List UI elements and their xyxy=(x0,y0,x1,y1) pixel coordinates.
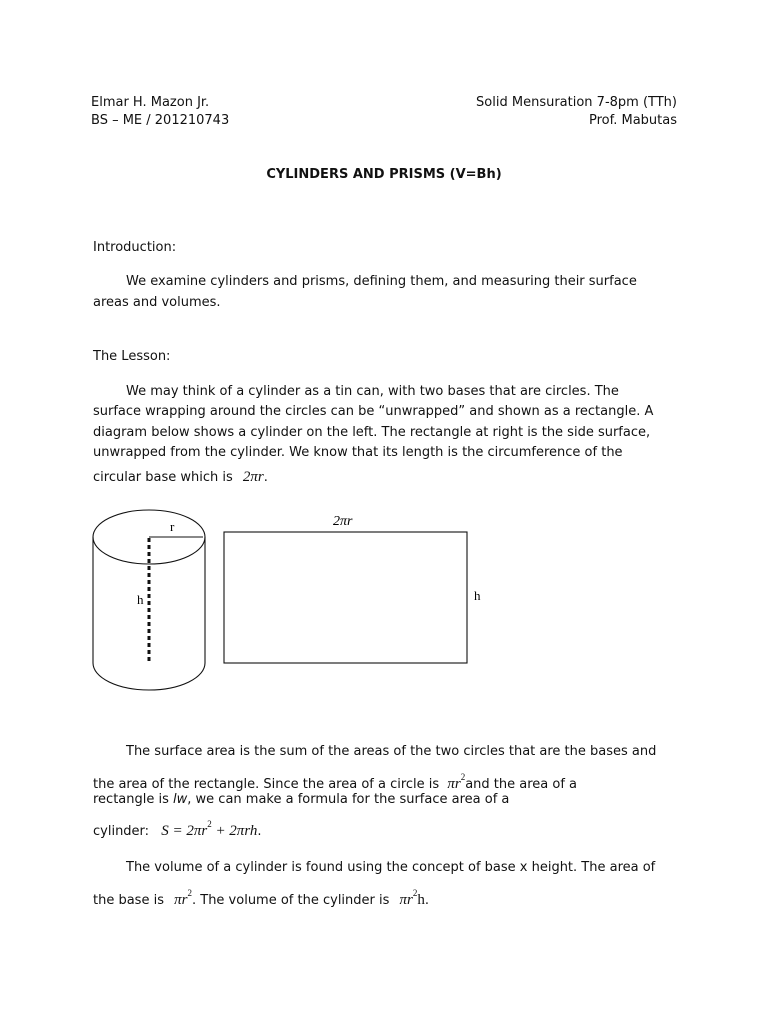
volume-line-2 xyxy=(93,887,429,909)
surface-area-line-3 xyxy=(93,792,509,808)
lesson-line: We may think of a cylinder as a tin can, with two bases that are circles. The xyxy=(126,384,619,399)
surface-area-text: the area of the rectangle. Since the area of a circle is xyxy=(93,777,440,792)
surface-area-text: rectangle is xyxy=(93,792,174,807)
surface-area-line-4 xyxy=(93,818,262,840)
surface-area-text: , we can make a formula for the surface area of a xyxy=(187,792,510,807)
lesson-line-period: . xyxy=(263,470,268,485)
volume-text: the base is xyxy=(93,893,164,908)
volume-line: The volume of a cylinder is found using the concept of base x height. The area of xyxy=(126,860,656,875)
base-area-formula: $\pi r^2$ xyxy=(174,888,192,908)
introduction-line: areas and volumes. xyxy=(93,295,221,310)
surface-area-line-2 xyxy=(93,771,577,793)
lesson-line: surface wrapping around the circles can be “unwrapped” and shown as a rectangle. A xyxy=(93,404,654,419)
unwrapped-rectangle xyxy=(224,532,467,663)
student-id: BS – ME / 201210743 xyxy=(91,113,230,128)
course-info: Solid Mensuration 7-8pm (TTh) xyxy=(476,95,677,110)
rectangle-width-label: 2πr xyxy=(333,514,353,529)
rectangle-height-label: h xyxy=(474,588,481,603)
circumference-formula: 2πr xyxy=(242,469,264,485)
document-title: CYLINDERS AND PRISMS (V=Bh) xyxy=(266,167,502,182)
surface-area-formula: $S = 2\pi r^2 + 2\pi rh$ xyxy=(161,819,258,839)
author-name: Elmar H. Mazon Jr. xyxy=(91,95,210,110)
surface-area-period: . xyxy=(257,824,262,839)
lesson-line: diagram below shows a cylinder on the left. The rectangle at right is the side surface, xyxy=(93,425,651,440)
lw-term: lw xyxy=(173,792,188,807)
volume-text: . The volume of the cylinder is xyxy=(191,893,390,908)
introduction-heading: Introduction: xyxy=(93,240,177,255)
volume-period: . xyxy=(424,893,430,908)
introduction-line: We examine cylinders and prisms, defining them, and measuring their surface xyxy=(126,274,637,289)
circle-area-formula: $\pi r^2$ xyxy=(447,772,466,792)
surface-area-text: cylinder: xyxy=(93,824,150,839)
volume-formula: $\pi r^2h$ xyxy=(399,888,425,908)
cylinder-height-label: h xyxy=(137,592,144,607)
lesson-heading: The Lesson: xyxy=(93,349,171,364)
radius-label: r xyxy=(170,519,175,534)
professor-name: Prof. Mabutas xyxy=(588,113,677,128)
surface-area-line: The surface area is the sum of the areas of the two circles that are the bases and xyxy=(126,744,657,759)
lesson-line: unwrapped from the cylinder. We know that its length is the circumference of the xyxy=(93,445,623,460)
surface-area-text: and the area of a xyxy=(465,777,577,792)
lesson-line-text: circular base which is xyxy=(93,470,233,485)
